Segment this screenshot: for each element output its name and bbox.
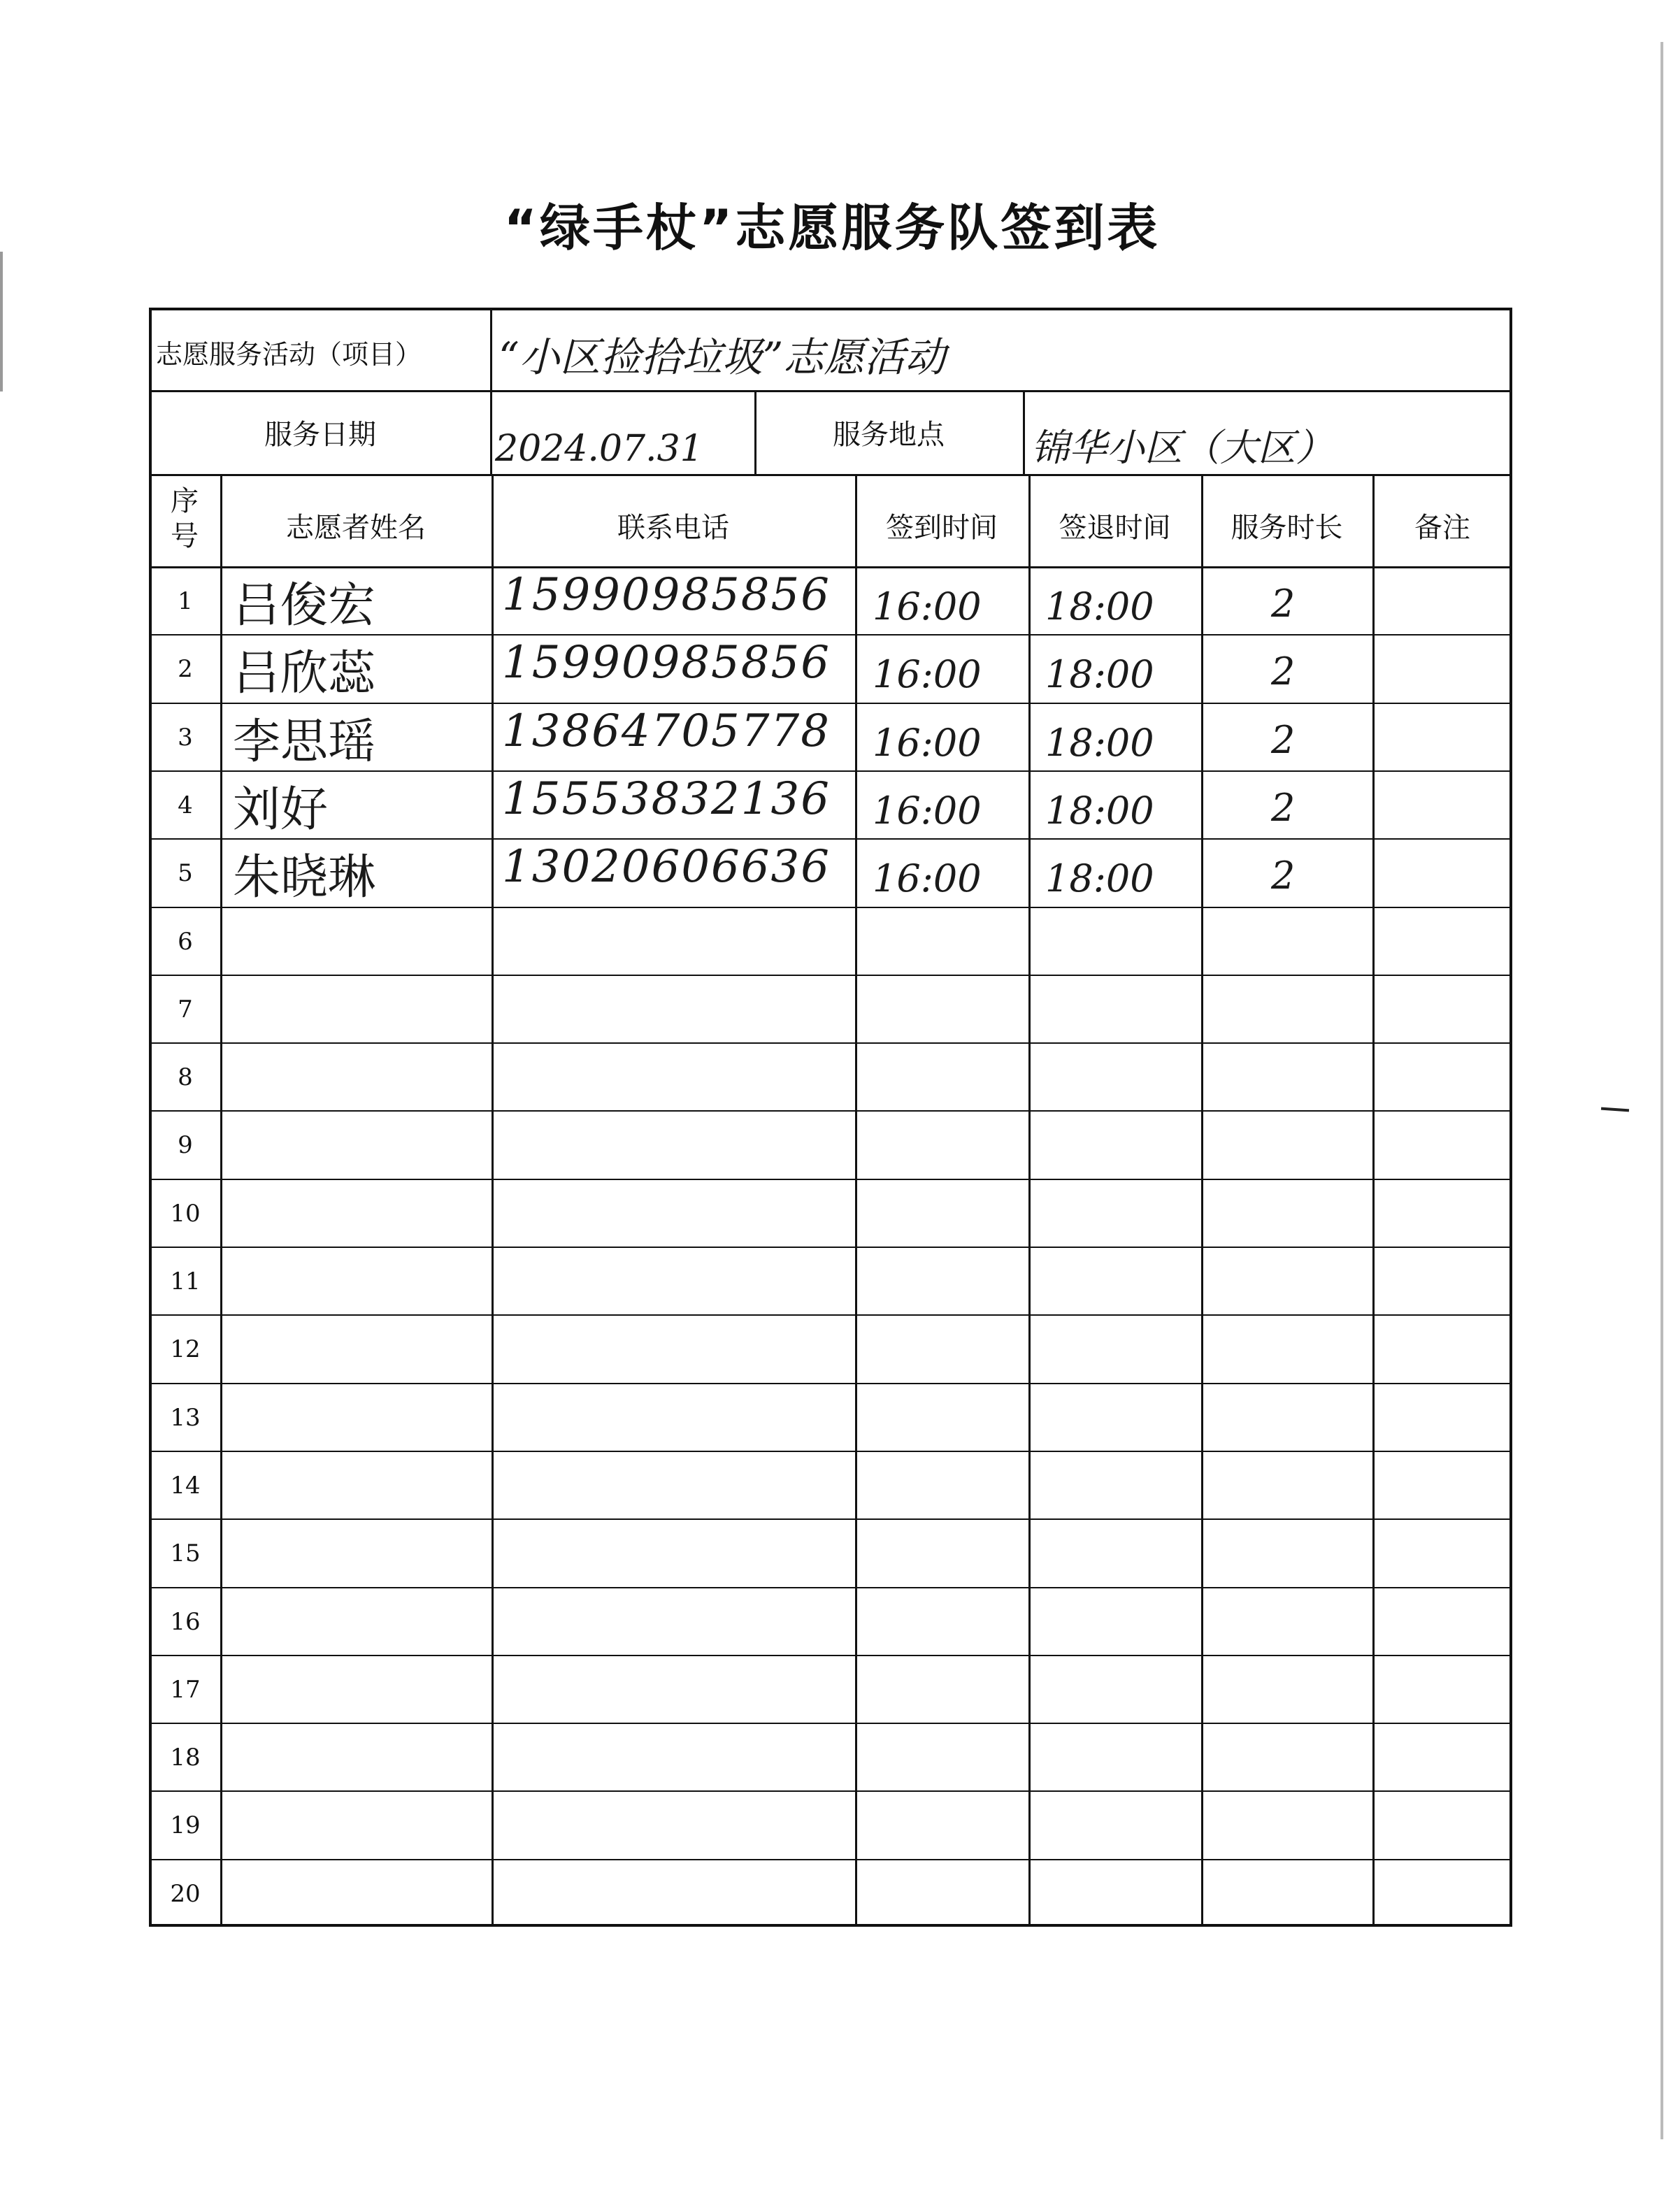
column-rule xyxy=(220,474,222,1927)
volunteer-name: 朱晓琳 xyxy=(233,850,376,906)
row-number: 7 xyxy=(178,995,193,1024)
header-rule xyxy=(149,474,1512,476)
place-divider xyxy=(1023,390,1025,474)
scan-edge-mark-right xyxy=(1661,42,1663,2139)
row-rule xyxy=(149,1451,1512,1452)
row-number: 16 xyxy=(170,1607,201,1636)
row-number: 2 xyxy=(178,655,193,684)
row-number: 6 xyxy=(178,927,193,956)
sign-out-time: 18:00 xyxy=(1045,652,1154,697)
service-hours: 2 xyxy=(1271,649,1296,694)
row-number: 19 xyxy=(170,1811,201,1840)
column-header-sign-out: 签退时间 xyxy=(1059,512,1171,544)
volunteer-phone: 13020606636 xyxy=(502,841,831,893)
volunteer-phone: 15990985856 xyxy=(502,637,831,689)
pen-stroke-mark xyxy=(1601,1107,1629,1112)
date-label: 服务日期 xyxy=(264,419,376,451)
place-value: 锦华小区（大区） xyxy=(1031,426,1333,470)
column-rule xyxy=(1201,474,1203,1927)
row-rule xyxy=(149,975,1512,976)
column-rule xyxy=(492,474,494,1927)
row-rule xyxy=(149,1042,1512,1044)
volunteer-name: 李思瑶 xyxy=(233,714,376,770)
row-rule xyxy=(149,1587,1512,1588)
table-border-bottom xyxy=(149,1924,1512,1927)
sign-in-sheet-table xyxy=(149,308,1512,1927)
row-rule xyxy=(149,1655,1512,1656)
date-place-divider xyxy=(754,390,756,474)
sign-out-time: 18:00 xyxy=(1045,788,1154,833)
row-rule xyxy=(149,1518,1512,1520)
row-number: 8 xyxy=(178,1063,193,1092)
row-number: 3 xyxy=(178,723,193,752)
place-label: 服务地点 xyxy=(833,419,945,451)
sign-out-time: 18:00 xyxy=(1045,856,1154,901)
column-header-remark: 备注 xyxy=(1414,512,1470,544)
row-number: 17 xyxy=(170,1675,201,1704)
service-hours: 2 xyxy=(1271,582,1296,626)
sign-in-time: 16:00 xyxy=(873,856,982,901)
page-title: “绿手杖”志愿服务队签到表 xyxy=(503,199,1161,257)
row-number: 14 xyxy=(170,1471,201,1500)
column-header-duration: 服务时长 xyxy=(1231,512,1343,544)
volunteer-name: 吕俊宏 xyxy=(233,578,376,633)
row-number: 11 xyxy=(170,1267,201,1295)
column-rule xyxy=(1028,474,1031,1927)
row-number: 5 xyxy=(178,859,193,888)
sign-in-time: 16:00 xyxy=(873,584,982,629)
column-header-phone: 联系电话 xyxy=(617,512,729,544)
row-rule xyxy=(149,1859,1512,1860)
date-value: 2024.07.31 xyxy=(495,428,703,470)
table-border-top xyxy=(149,308,1512,310)
row-number: 15 xyxy=(170,1539,201,1568)
row-rule xyxy=(149,1179,1512,1180)
service-hours: 2 xyxy=(1271,854,1296,898)
sign-in-time: 16:00 xyxy=(873,788,982,833)
volunteer-phone: 13864705778 xyxy=(502,705,831,757)
row-rule xyxy=(149,1723,1512,1724)
row-number: 9 xyxy=(178,1131,193,1160)
row-rule xyxy=(149,1790,1512,1792)
row-number: 4 xyxy=(178,791,193,819)
row-number: 13 xyxy=(170,1403,201,1432)
row-rule xyxy=(149,1247,1512,1248)
row-number: 12 xyxy=(170,1335,201,1364)
sign-out-time: 18:00 xyxy=(1045,584,1154,629)
row-number: 18 xyxy=(170,1744,201,1772)
scan-edge-mark-left xyxy=(0,252,3,392)
sign-in-time: 16:00 xyxy=(873,720,982,765)
volunteer-phone: 15990985856 xyxy=(502,569,831,621)
header-rule xyxy=(149,390,1512,392)
volunteer-phone: 15553832136 xyxy=(502,773,831,825)
row-number: 20 xyxy=(170,1879,201,1908)
row-number: 10 xyxy=(170,1199,201,1228)
row-rule xyxy=(149,1383,1512,1384)
service-hours: 2 xyxy=(1271,717,1296,762)
sign-out-time: 18:00 xyxy=(1045,720,1154,765)
activity-value: “小区捡拾垃圾”志愿活动 xyxy=(499,333,946,381)
column-header-sign-in: 签到时间 xyxy=(886,512,998,544)
column-rule xyxy=(1372,474,1375,1927)
row-number: 1 xyxy=(178,587,193,615)
service-hours: 2 xyxy=(1271,785,1296,830)
volunteer-name: 刘好 xyxy=(233,782,329,838)
sign-in-time: 16:00 xyxy=(873,652,982,697)
row-rule xyxy=(149,1110,1512,1112)
date-divider xyxy=(490,390,492,474)
table-border-right xyxy=(1509,308,1512,1927)
column-header-name: 志愿者姓名 xyxy=(286,512,426,544)
row-rule xyxy=(149,1314,1512,1316)
activity-label: 志愿服务活动（项目） xyxy=(156,339,422,370)
activity-divider xyxy=(490,308,492,390)
volunteer-name: 吕欣蕊 xyxy=(233,646,376,702)
column-rule xyxy=(855,474,857,1927)
column-header-index: 序号 xyxy=(171,485,199,552)
